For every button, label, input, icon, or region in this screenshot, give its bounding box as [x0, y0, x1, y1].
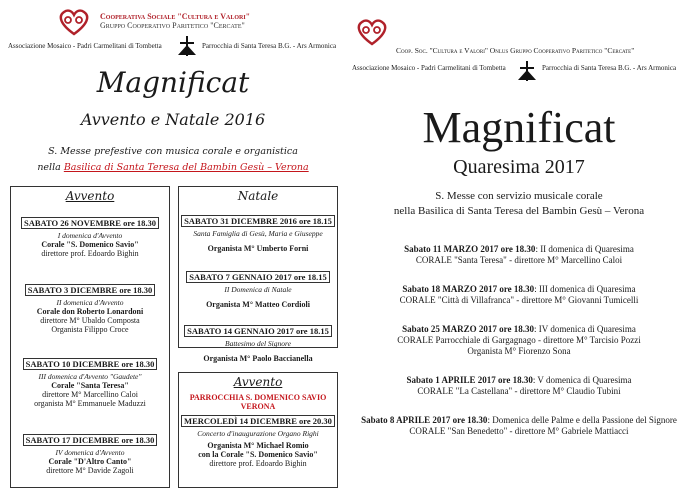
page-subtitle: Quaresima 2017: [453, 156, 585, 178]
event-item: [346, 324, 692, 357]
event-sub: II Domenica di Natale: [224, 285, 292, 294]
event-choir: CORALE Parrocchiale di Gargagnago - direttore M° Tarcisio Pozzi: [397, 335, 641, 345]
event-organist: Organista M° Umberto Forni: [207, 244, 309, 253]
heart-logo-icon: [56, 8, 92, 36]
concert-sub: Concerto d'inaugurazione Organo Righi: [197, 429, 319, 438]
natale-box: [178, 186, 338, 363]
event-organist: organista M° Emmanuele Maduzzi: [34, 399, 146, 408]
parish-text: Parrocchia di Santa Teresa B.G. - Ars Armonica: [542, 64, 677, 72]
page-title: Magnificat: [422, 103, 616, 152]
coop-group: Gruppo Cooperativo Paritetico "Cercate": [100, 21, 245, 30]
event-date: Sabato 11 MARZO 2017 ore 18.30: [404, 244, 536, 254]
event-occasion: : IV domenica di Quaresima: [534, 324, 636, 334]
coop-name: Cooperativa Sociale "Cultura e Valori": [100, 12, 251, 21]
concert-director: direttore prof. Edoardo Bighin: [209, 459, 307, 468]
event-date: SABATO 26 NOVEMBRE ore 18.30: [21, 217, 159, 229]
concert-heading: Avvento: [233, 375, 283, 389]
concert-organist: Organista M° Michael Romio: [207, 441, 309, 450]
event-date: Sabato 18 MARZO 2017 ore 18.30: [402, 284, 535, 294]
heart-logo-icon: [354, 18, 390, 46]
event-date: Sabato 1 APRILE 2017 ore 18.30: [406, 375, 533, 385]
event-organist: Organista M° Paolo Baccianella: [203, 354, 313, 363]
event-date: SABATO 17 DICEMBRE ore 18.30: [23, 434, 158, 446]
event-director: direttore prof. Edoardo Bighin: [41, 249, 139, 258]
event-date: SABATO 31 DICEMBRE 2016 ore 18.15: [181, 215, 335, 227]
event-date: SABATO 7 GENNAIO 2017 ore 18.15: [186, 271, 329, 283]
concert-choir: con la Corale "S. Domenico Savio": [198, 450, 318, 459]
event-choir: CORALE "San Benedetto" - direttore M° Gabriele Mattiacci: [409, 426, 629, 436]
intro-prefix: nella: [37, 162, 61, 173]
event-occasion: : Domenica delle Palme e della Passione del Signore: [487, 415, 677, 425]
avvento-heading: Avvento: [65, 189, 115, 203]
concert-place: PARROCCHIA S. DOMENICO SAVIO: [189, 393, 327, 402]
event-item: [346, 244, 692, 266]
concert-box: [178, 372, 338, 488]
event-organist: Organista Filippo Croce: [51, 325, 129, 334]
event-director: direttore M° Davide Zagoli: [46, 466, 134, 475]
event-item: [346, 284, 692, 306]
natale-event: [179, 321, 337, 363]
carmelite-cross-icon: [516, 60, 538, 82]
event-organist: Organista M° Fiorenzo Sona: [467, 346, 571, 356]
event-sub: Battesimo del Signore: [225, 339, 291, 348]
concert-date: MERCOLEDÌ 14 DICEMBRE ore 20.30: [181, 415, 335, 427]
natale-event: [179, 211, 337, 253]
intro-line-1: S. Messe prefestive con musica corale e organistica: [48, 146, 298, 157]
event-date: SABATO 3 DICEMBRE ore 18.30: [25, 284, 155, 296]
event-occasion: : III domenica di Quaresima: [534, 284, 636, 294]
parish-text: Parrocchia di Santa Teresa B.G. - Ars Armonica: [202, 42, 337, 50]
event-sub: III domenica d'Avvento "Gaudete": [38, 372, 142, 381]
event-item: [346, 415, 692, 437]
event-item: [346, 375, 692, 397]
event-director: direttore M° Ubaldo Composta: [40, 316, 140, 325]
event-occasion: : II domenica di Quaresima: [535, 244, 634, 254]
event-choir: Corale "D'Altro Canto": [48, 457, 132, 466]
event-list: [346, 244, 692, 437]
event-date: Sabato 25 MARZO 2017 ore 18.30: [402, 324, 535, 334]
avvento-event: [11, 213, 169, 258]
event-choir: CORALE "La Castellana" - direttore M° Claudio Tubini: [417, 386, 621, 396]
page-subtitle: Avvento e Natale 2016: [80, 110, 266, 129]
event-director: direttore M° Marcellino Caloi: [42, 390, 138, 399]
intro-line-1: S. Messe con servizio musicale corale: [435, 190, 603, 202]
avvento-event: [11, 354, 169, 408]
event-date: Sabato 8 APRILE 2017 ore 18.30: [361, 415, 488, 425]
avvento-event: [11, 430, 169, 475]
avvento-box: [10, 186, 170, 488]
event-occasion: : V domenica di Quaresima: [532, 375, 632, 385]
intro-line-2: nella Basilica di Santa Teresa del Bambin Gesù – Verona: [393, 205, 645, 217]
right-poster: [346, 0, 692, 496]
avvento-event: [11, 280, 169, 334]
event-sub: I domenica d'Avvento: [57, 231, 123, 240]
event-choir: CORALE "Città di Villafranca" - direttore M° Giovanni Tumicelli: [399, 295, 639, 305]
event-sub: II domenica d'Avvento: [56, 298, 124, 307]
carmelite-cross-icon: [176, 35, 198, 57]
event-date: SABATO 14 GENNAIO 2017 ore 18.15: [184, 325, 332, 337]
coop-name: Coop. Soc. "Cultura e Valori" Onlus Gruppo Cooperativo Paritetico "Cercate": [396, 46, 635, 55]
event-sub: IV domenica d'Avvento: [55, 448, 125, 457]
intro-line-2: [0, 162, 346, 173]
natale-event: [179, 267, 337, 309]
event-date: SABATO 10 DICEMBRE ore 18.30: [23, 358, 158, 370]
event-choir: CORALE "Santa Teresa" - direttore M° Marcellino Caloi: [415, 255, 623, 265]
intro-basilica: Basilica di Santa Teresa del Bambin Gesù – Verona: [63, 162, 309, 173]
concert-city: VERONA: [240, 402, 276, 411]
event-choir: Corale don Roberto Lonardoni: [36, 307, 144, 316]
page-title: Magnificat: [96, 66, 250, 99]
event-choir: Corale "Santa Teresa": [51, 381, 129, 390]
event-sub: Santa Famiglia di Gesù, Maria e Giuseppe: [193, 229, 323, 238]
natale-heading: Natale: [237, 189, 279, 203]
assoc-text: Associazione Mosaico - Padri Carmelitani di Tombetta: [8, 42, 162, 50]
assoc-text: Associazione Mosaico - Padri Carmelitani di Tombetta: [352, 64, 506, 72]
event-choir: Corale "S. Domenico Savio": [41, 240, 139, 249]
event-organist: Organista M° Matteo Cordioli: [206, 300, 310, 309]
